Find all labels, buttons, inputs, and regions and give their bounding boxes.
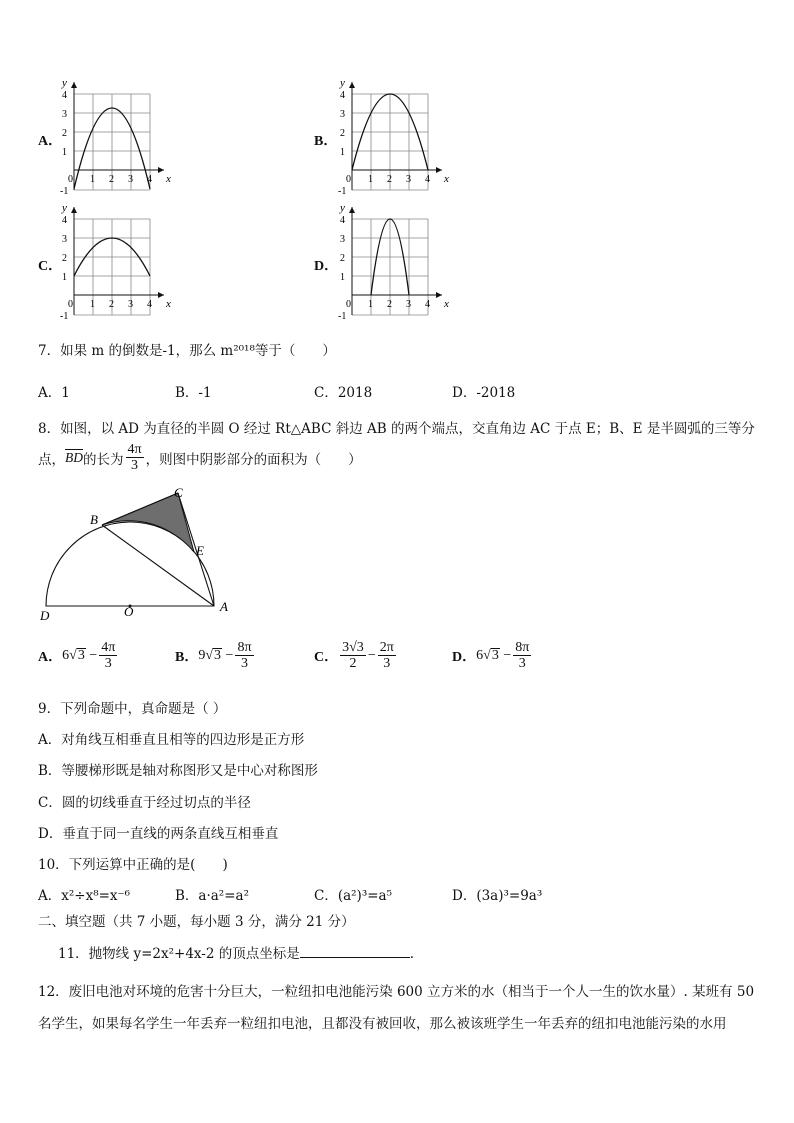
graph-b-ytick: 4: [340, 90, 345, 101]
q7-option-b: B．-1: [175, 385, 212, 401]
graph-d-ytick: 3: [340, 234, 345, 245]
graph-d-xtick: 3: [406, 299, 411, 310]
q11-stem: [58, 942, 414, 962]
graph-c-ytick: 2: [62, 253, 67, 264]
q12-line2: 名学生，如果每名学生一年丢弃一粒纽扣电池，且都没有被回收，那么被该班学生一年丢弃的纽扣电池能污染的水用: [38, 1016, 727, 1032]
graph-a-xtick: 4: [147, 174, 152, 185]
q9-option-c: C．圆的切线垂直于经过切点的半径: [38, 795, 251, 811]
graph-a: [58, 72, 178, 197]
fraction-denominator: 3: [240, 656, 248, 671]
graph-a-x-label: x: [166, 173, 171, 185]
graph-option-a-label: A．: [38, 134, 63, 149]
graph-b-ytick: 1: [340, 147, 345, 158]
graph-c-xtick: 4: [147, 299, 152, 310]
graph-d-ytick: 2: [340, 253, 345, 264]
q8-stem-line2: [38, 442, 362, 473]
graph-option-c-label: C．: [38, 259, 63, 274]
q7-option-a: A．1: [38, 385, 70, 401]
q10-option-c: C．(a²)³=a⁵: [314, 888, 393, 904]
q8-option-c: C． $\frac{3√3}{2}$ − $\frac{2\pi}{3}$: [314, 640, 394, 671]
q8-option-d: D． 6 √ 3 − $\frac{8\pi}{3}$: [452, 640, 530, 671]
option-label: B．: [175, 649, 199, 665]
fraction-numerator: 8π: [237, 640, 252, 655]
graph-a-xtick: 2: [109, 174, 114, 185]
graph-b-xtick: 4: [425, 174, 430, 185]
q8-option-a: A． 6 √ 3 − $\frac{4\pi}{3}$: [38, 640, 116, 671]
graph-b-ytick: 3: [340, 109, 345, 120]
answer-blank[interactable]: [300, 945, 410, 958]
option-fraction: [235, 640, 253, 671]
fraction-denominator: 3: [104, 656, 112, 671]
graph-d-y-label: y: [340, 202, 345, 214]
graph-b: [336, 72, 456, 197]
graph-d-ytick: -1: [338, 311, 347, 322]
q8-line2-mid: 的长为: [83, 451, 124, 468]
radicand: 3: [77, 648, 85, 663]
point-o-label: O: [124, 604, 134, 619]
point-c-label: C: [174, 485, 183, 500]
graph-a-y-label: y: [62, 77, 67, 89]
option-label: D．: [452, 649, 477, 665]
graph-a-xtick: 1: [90, 174, 95, 185]
graph-b-ytick: 2: [340, 128, 345, 139]
q8-line2-pre: 点，: [38, 451, 65, 468]
fraction-denominator: 2: [349, 656, 357, 671]
graph-d-x-label: x: [444, 298, 449, 310]
graph-c-xtick: 3: [128, 299, 133, 310]
q8-stem-line1: 8．如图，以 AD 为直径的半圆 O 经过 Rt△ABC 斜边 AB 的两个端点，交直角边 AC 于点 E；B、E 是半圆弧的三等分: [38, 421, 755, 437]
option-fraction: [340, 640, 366, 671]
q7-option-d: D．-2018: [452, 385, 516, 401]
q11-text: 11．抛物线 y=2x²+4x-2 的顶点坐标是: [58, 946, 300, 962]
q12-line1: 12．废旧电池对环境的危害十分巨大，一粒纽扣电池能污染 600 立方米的水（相当于一个人一生的饮水量）. 某班有 50: [38, 984, 755, 1000]
graph-d-xtick: 0: [346, 299, 351, 310]
option-fraction: [378, 640, 396, 671]
q8-arc-length-fraction: [126, 442, 144, 473]
graph-d-xtick: 4: [425, 299, 430, 310]
graph-c-ytick: -1: [60, 311, 69, 322]
graph-c-xtick: 1: [90, 299, 95, 310]
coefficient: 9: [198, 647, 206, 663]
q9-stem: 9．下列命题中，真命题是（ ）: [38, 701, 227, 717]
q10-stem: 10．下列运算中正确的是( ): [38, 857, 228, 873]
graph-b-xtick: 1: [368, 174, 373, 185]
section-heading: 二、填空题（共 7 小题，每小题 3 分，满分 21 分）: [38, 914, 355, 930]
option-label: C．: [314, 649, 339, 665]
q8-option-b: B． 9 √ 3 − $\frac{8\pi}{3}$: [175, 640, 252, 671]
graph-d: [336, 197, 456, 322]
fraction-denominator: 3: [131, 458, 139, 473]
point-a-label: A: [220, 599, 228, 614]
coefficient: 6: [476, 647, 484, 663]
fraction-numerator: 4π: [127, 442, 142, 457]
graph-b-xtick: 2: [387, 174, 392, 185]
graph-c-xtick: 2: [109, 299, 114, 310]
q11-period: .: [409, 946, 415, 962]
point-b-label: B: [90, 512, 98, 527]
q8-arc-bd: $\overline{BD}$: [65, 449, 83, 465]
graph-a-xtick: 3: [128, 174, 133, 185]
q7-stem: 7．如果 m 的倒数是-1，那么 m²⁰¹⁸等于（ ）: [38, 343, 336, 359]
graph-b-ytick: -1: [338, 186, 347, 197]
q10-option-b: B．a·a²=a²: [175, 888, 249, 904]
graph-c: [58, 197, 178, 322]
graph-option-b-label: B．: [314, 134, 338, 149]
graph-b-xtick: 3: [406, 174, 411, 185]
q9-option-d: D．垂直于同一直线的两条直线互相垂直: [38, 826, 279, 842]
graph-c-y-label: y: [62, 202, 67, 214]
graph-d-xtick: 2: [387, 299, 392, 310]
fraction-numerator: 2π: [379, 640, 394, 655]
q10-option-d: D．(3a)³=9a³: [452, 888, 543, 904]
coefficient: 6: [62, 647, 70, 663]
graph-a-ytick: 2: [62, 128, 67, 139]
graph-d-ytick: 4: [340, 215, 345, 226]
graph-d-xtick: 1: [368, 299, 373, 310]
option-label: A．: [38, 649, 63, 665]
point-e-label: E: [196, 543, 204, 558]
fraction-denominator: 3: [383, 656, 391, 671]
fraction-denominator: 3: [518, 656, 526, 671]
graph-b-x-label: x: [444, 173, 449, 185]
q9-option-a: A．对角线互相垂直且相等的四边形是正方形: [38, 732, 305, 748]
radicand: 3: [491, 648, 499, 663]
graph-b-y-label: y: [340, 77, 345, 89]
fraction-numerator: 4π: [101, 640, 116, 655]
q9-option-b: B．等腰梯形既是轴对称图形又是中心对称图形: [38, 763, 318, 779]
graph-c-ytick: 4: [62, 215, 67, 226]
q10-option-a: A．x²÷x⁸=x⁻⁶: [38, 888, 131, 904]
graph-c-ytick: 3: [62, 234, 67, 245]
graph-d-ytick: 1: [340, 272, 345, 283]
point-d-label: D: [40, 608, 50, 623]
graph-b-xtick: 0: [346, 174, 351, 185]
graph-c-x-label: x: [166, 298, 171, 310]
option-fraction: [99, 640, 117, 671]
segment-ab: [102, 525, 214, 606]
graph-a-ytick: -1: [60, 186, 69, 197]
q8-line2-post: ，则图中阴影部分的面积为（ ）: [145, 451, 362, 468]
q8-figure: [36, 482, 236, 627]
q7-option-c: C．2018: [314, 385, 373, 401]
graph-a-ytick: 3: [62, 109, 67, 120]
graph-option-d-label: D．: [314, 259, 339, 274]
graph-a-ytick: 4: [62, 90, 67, 101]
graph-c-xtick: 0: [68, 299, 73, 310]
graph-a-ytick: 1: [62, 147, 67, 158]
shaded-region: [102, 493, 194, 552]
option-fraction: [513, 640, 531, 671]
graph-a-xtick: 0: [68, 174, 73, 185]
radicand: 3: [214, 648, 222, 663]
fraction-numerator: 3√3: [342, 640, 364, 655]
graph-c-ytick: 1: [62, 272, 67, 283]
fraction-numerator: 8π: [515, 640, 530, 655]
